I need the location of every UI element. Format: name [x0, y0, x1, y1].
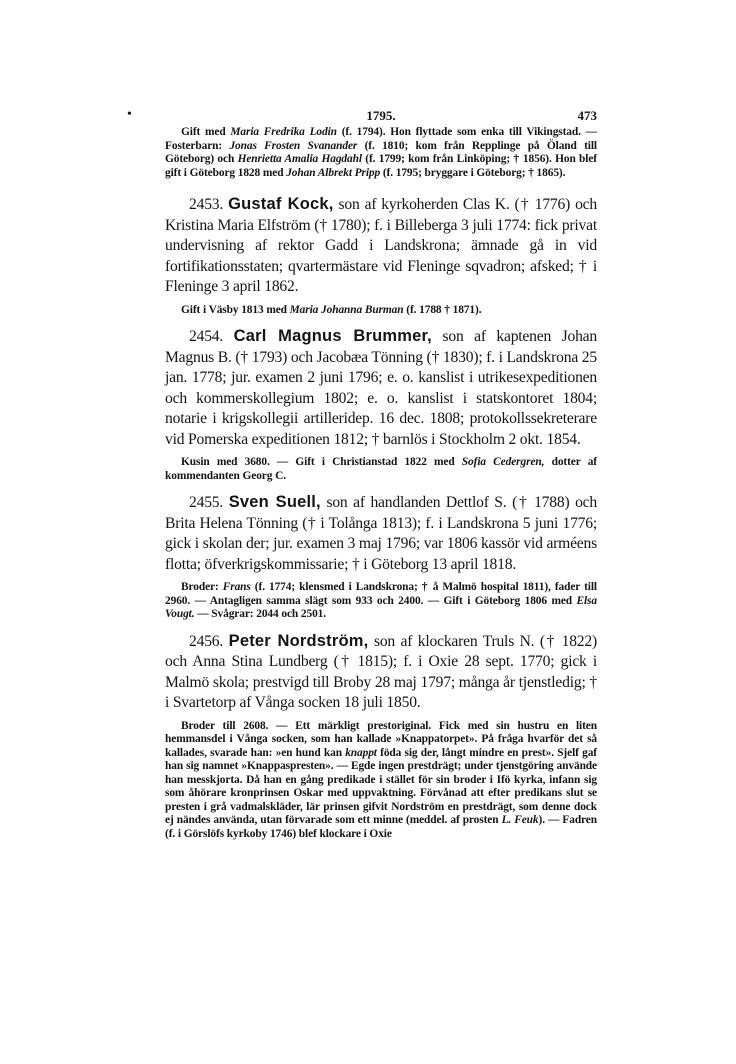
entry-2454-note: Kusin med 3680. — Gift i Christianstad 1822 med Sofia Cedergren, dotter af kommendanten Georg C. — [165, 456, 597, 482]
person-name: Gustaf Kock, — [228, 195, 334, 213]
stray-mark: • — [127, 107, 132, 122]
entry-number: 2454. — [189, 328, 224, 345]
entry-number: 2456. — [189, 632, 224, 650]
header-year: 1795. — [366, 108, 396, 123]
entry-number: 2455. — [189, 494, 224, 511]
book-page — [165, 104, 597, 841]
top-note: Gift med Maria Fredrika Lodin (f. 1794). Hon flyttade som enka till Vikingstad. — Fosterbarn: Jonas Frosten Svanander (f. 1810; kom från Repplinge på Öland till Göteborg) och Henrietta Amalia Hagdahl (f. 1799; kom från Linköping; † 1856). Hon blef gift i Göteborg 1828 med Johan Albrekt Pripp (f. 1795; bryggare i Göteborg; † 1865). — [165, 126, 597, 179]
person-name: Peter Nordström, — [228, 631, 369, 650]
entry-2456-note: Broder till 2608. — Ett märkligt prestoriginal. Fick med sin hustru en liten hemmansdel i Vånga socken, som han kallade »Knappatorpet». På fråga hvarför det så kallades, svarade han: »en hund kan knappt föda sig der, långt mindre en prest». Sjelf gaf han sig namnet »Knappaspresten». — Egde ingen prestdrägt; under tjenstgöring använde han messkjorta. Då han en gång predikade i stället för sin broder i Ifö kyrka, infann sig som åhörare kronprinsen Oskar med uppvaktning. Förvånad att efter predikans slut se presten i grå vadmalskläder, lär prinsen gifvit Nordström en prestdrägt, som denne dock ej nändes använda, utan förvarade som ett minne (meddel. af prosten L. Feuk). — Fadren (f. i Görslöfs kyrkoby 1746) blef klockare i Oxie — [165, 719, 597, 840]
page-header — [165, 104, 597, 126]
entry-number: 2453. — [189, 196, 224, 213]
entry-2455: 2455. Sven Suell, son af handlanden Dettlof S. († 1788) och Brita Helena Tönning († i Tolånga 1813); f. i Landskrona 5 juni 1776; gick i skolan der; jur. examen 3 maj 1796; var 1806 kassör vid arméens flotta; öfverkrigskommissarie; † i Göteborg 13 april 1818. — [165, 493, 597, 573]
entry-2453-note: Gift i Väsby 1813 med Maria Johanna Burman (f. 1788 † 1871). — [181, 303, 482, 316]
entry-2455-note: Broder: Frans (f. 1774; klensmed i Landskrona; † å Malmö hospital 1811), fader till 2960. — Antagligen samma slägt som 933 och 2400. — Gift i Göteborg 1806 med Elsa Vougt. — Svågrar: 2044 och 2501. — [165, 581, 597, 620]
entry-2456: 2456. Peter Nordström, son af klockaren Truls N. († 1822) och Anna Stina Lundberg († 1815); f. i Oxie 28 sept. 1770; gick i Malmö skola; prestvigd till Broby 28 maj 1797; många år tjenstledig; † i Svartetorp af Vånga socken 18 juli 1850. — [165, 631, 597, 711]
page-number: 473 — [577, 108, 597, 123]
person-name: Carl Magnus Brummer, — [233, 327, 432, 345]
entry-2454: 2454. Carl Magnus Brummer, son af kaptenen Johan Magnus B. († 1793) och Jacobæa Tönning († 1830); f. i Landskrona 25 jan. 1778; jur. examen 2 juni 1796; e. o. kanslist i utrikesexpeditionen och kommerskollegium 1802; e. o. kanslist i statskontoret 1804; notarie i krigskollegii artilleridep. 16 dec. 1808; protokollssekreterare vid Pomerska expeditionen 1812; † barnlös i Stockholm 2 okt. 1854. — [165, 327, 597, 448]
person-name: Sven Suell, — [228, 493, 321, 511]
entry-2453: 2453. Gustaf Kock, son af kyrkoherden Clas K. († 1776) och Kristina Maria Elfström († 1780); f. i Billeberga 3 juli 1774: fick privat undervisning af rektor Gadd i Landskrona; ämnade gå in vid fortifikationsstaten; qvartermästare vid Fleninge sqvadron; afsked; † i Fleninge 3 april 1862. — [165, 195, 598, 295]
